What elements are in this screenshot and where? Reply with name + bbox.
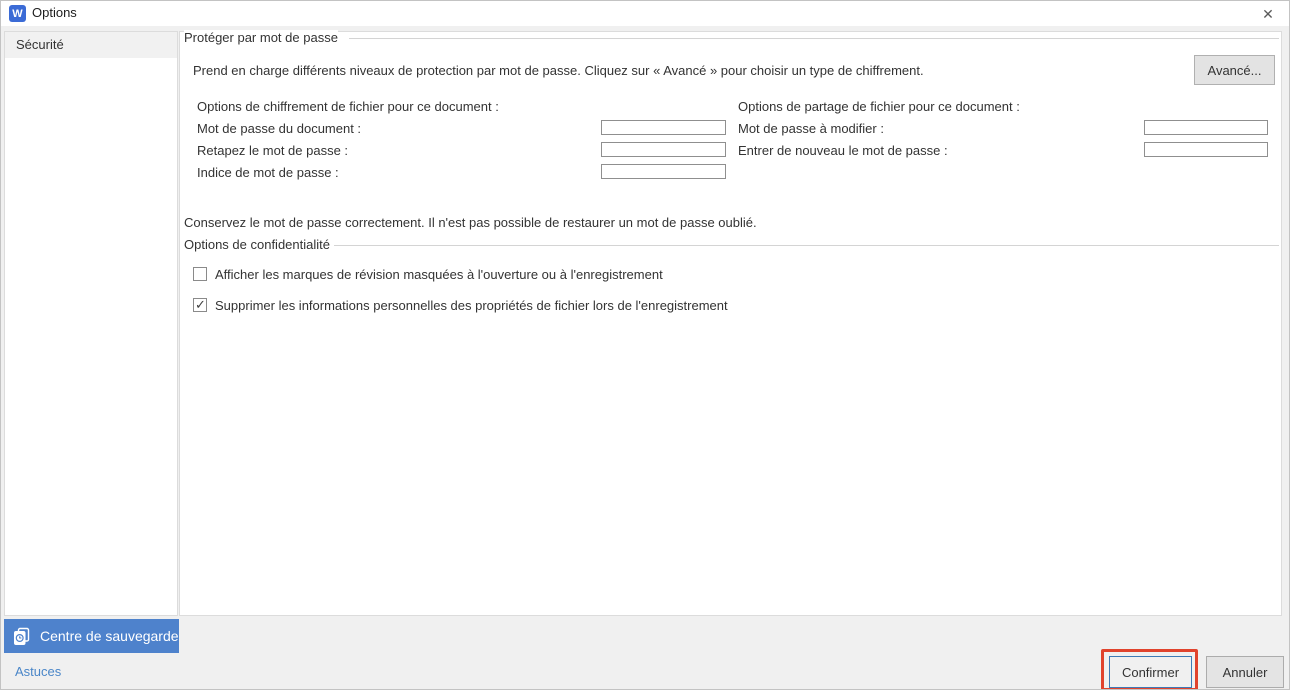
title-bar — [1, 1, 1289, 26]
password-group-description: Prend en charge différents niveaux de protection par mot de passe. Cliquez sur « Avancé » pour choisir un type de chiffrement. — [193, 63, 924, 78]
cancel-button[interactable]: Annuler — [1206, 656, 1284, 688]
password-group-title: Protéger par mot de passe — [184, 30, 338, 45]
remove-personal-info-row — [193, 298, 1093, 313]
reenter-password-input[interactable] — [1144, 142, 1268, 157]
retype-password-label: Retapez le mot de passe : — [197, 143, 349, 158]
retype-password-input[interactable] — [601, 142, 726, 157]
remove-personal-info-checkbox[interactable] — [193, 298, 207, 312]
astuces-link[interactable]: Astuces — [15, 664, 62, 679]
backup-clock-icon — [12, 627, 31, 646]
privacy-group-line — [334, 245, 1279, 246]
document-password-label: Mot de passe du document : — [197, 121, 362, 136]
modify-password-label: Mot de passe à modifier : — [738, 121, 884, 136]
remove-personal-info-label: Supprimer les informations personnelles des propriétés de fichier lors de l'enregistrement — [215, 298, 728, 313]
sidebar — [4, 31, 178, 616]
wps-writer-icon: W — [9, 5, 26, 22]
backup-center-label: Centre de sauvegarde — [40, 628, 179, 644]
advanced-button[interactable]: Avancé... — [1194, 55, 1275, 85]
window-title: Options — [32, 5, 77, 20]
password-hint-input[interactable] — [601, 164, 726, 179]
reenter-password-label: Entrer de nouveau le mot de passe : — [738, 143, 948, 158]
show-revision-marks-label: Afficher les marques de révision masquées à l'ouverture ou à l'enregistrement — [215, 267, 663, 282]
password-group-line — [349, 38, 1279, 39]
document-password-input[interactable] — [601, 120, 726, 135]
password-warning-text: Conservez le mot de passe correctement. Il n'est pas possible de restaurer un mot de passe oublié. — [184, 215, 757, 230]
confirm-button[interactable]: Confirmer — [1109, 656, 1192, 688]
security-panel — [179, 31, 1282, 616]
backup-center-button[interactable] — [4, 619, 179, 653]
modify-password-input[interactable] — [1144, 120, 1268, 135]
privacy-group-title: Options de confidentialité — [184, 237, 330, 252]
sharing-section-title: Options de partage de fichier pour ce document : — [738, 99, 1020, 114]
password-hint-label: Indice de mot de passe : — [197, 165, 339, 180]
close-icon[interactable]: ✕ — [1262, 5, 1274, 22]
show-revision-marks-checkbox[interactable] — [193, 267, 207, 281]
show-revision-marks-row — [193, 267, 1093, 282]
encryption-section-title: Options de chiffrement de fichier pour ce document : — [197, 99, 499, 114]
sidebar-item-securite[interactable]: Sécurité — [5, 32, 177, 58]
